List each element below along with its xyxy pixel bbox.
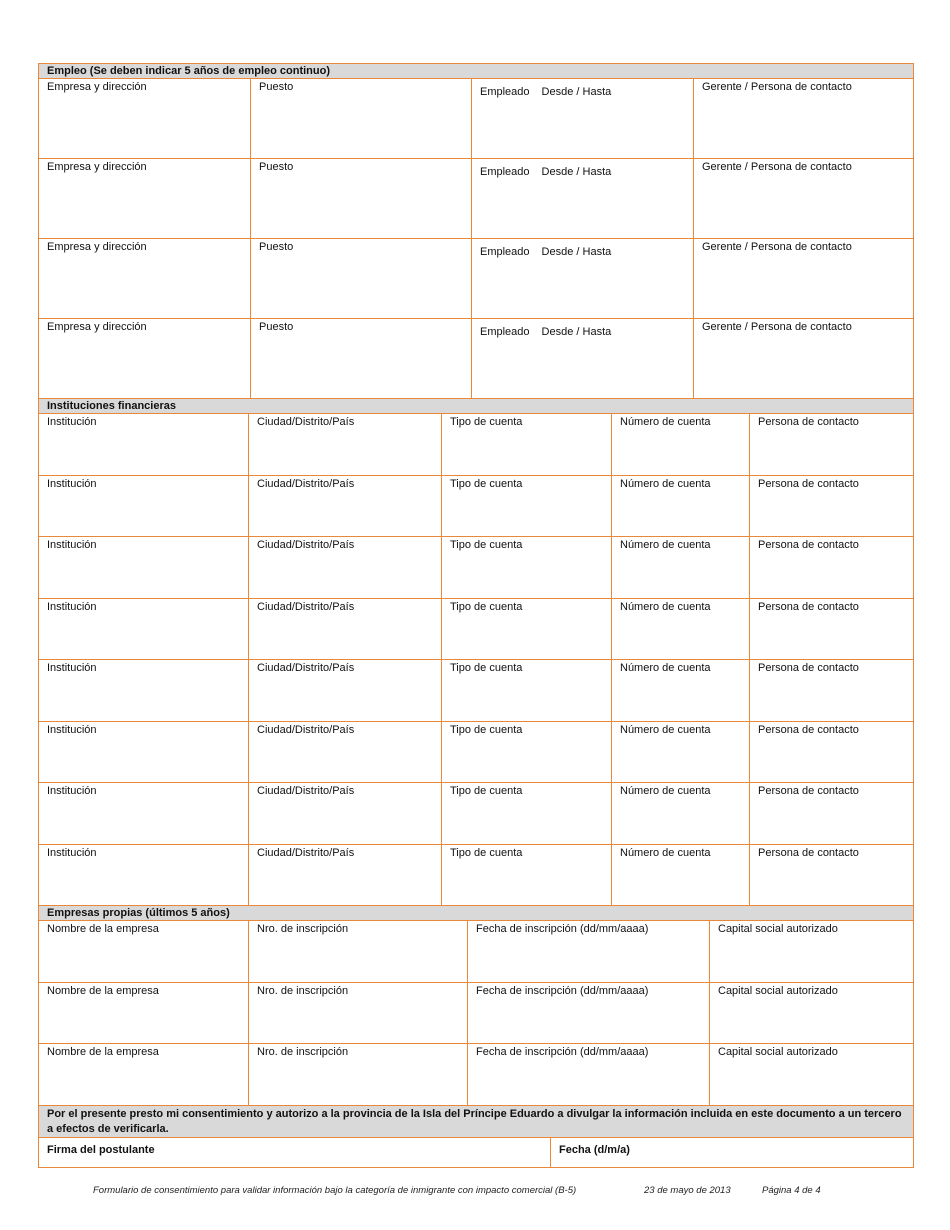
company-field[interactable] — [39, 319, 251, 398]
city-field[interactable] — [249, 783, 442, 844]
contact-label: Persona de contacto — [758, 723, 859, 736]
account-type-field[interactable] — [442, 599, 612, 660]
contact-label: Persona de contacto — [758, 477, 859, 490]
city-field[interactable] — [249, 476, 442, 537]
institution-label: Institución — [47, 600, 97, 613]
account-number-field[interactable] — [612, 722, 750, 783]
business-name-field[interactable] — [39, 921, 249, 982]
reg-number-label: Nro. de inscripción — [257, 1046, 349, 1058]
account-number-field[interactable] — [612, 537, 750, 598]
position-field[interactable] — [251, 79, 472, 158]
manager-contact-field[interactable] — [694, 319, 913, 398]
financial-row — [39, 414, 913, 476]
financial-section — [39, 399, 913, 906]
consent-statement: Por el presente presto mi consentimiento y autorizo a la provincia de la Isla del Príncipe Eduardo a divulgar la información incluida en este documento a un tercero a efectos de verificarla. — [39, 1106, 913, 1138]
account-number-field[interactable] — [612, 599, 750, 660]
account-type-field[interactable] — [442, 414, 612, 475]
employment-title: Empleo (Se deben indicar 5 años de empleo continuo) — [39, 64, 913, 79]
employment-section — [39, 64, 913, 399]
applicant-signature-field[interactable] — [39, 1138, 551, 1167]
account-type-field[interactable] — [442, 660, 612, 721]
business-name-label: Nombre de la empresa — [47, 984, 159, 997]
account-type-field[interactable] — [442, 783, 612, 844]
employed-dates-field[interactable] — [472, 239, 694, 318]
employment-row — [39, 79, 913, 159]
manager-contact-field[interactable] — [694, 239, 913, 318]
account-type-label: Tipo de cuenta — [450, 785, 523, 797]
position-label: Puesto — [259, 161, 294, 173]
institution-label: Institución — [47, 785, 97, 797]
capital-label: Capital social autorizado — [718, 1046, 838, 1058]
contact-label: Persona de contacto — [758, 600, 859, 613]
account-type-label: Tipo de cuenta — [450, 600, 523, 613]
reg-date-label: Fecha de inscripción (dd/mm/aaaa) — [476, 984, 649, 997]
city-field[interactable] — [249, 845, 442, 906]
employed-dates-field[interactable] — [472, 79, 694, 158]
employed-label: Empleado — [480, 326, 530, 338]
account-type-label: Tipo de cuenta — [450, 539, 523, 551]
account-number-label: Número de cuenta — [620, 477, 711, 490]
financial-row — [39, 783, 913, 845]
financial-row — [39, 660, 913, 722]
employed-label: Empleado — [480, 86, 530, 98]
account-type-label: Tipo de cuenta — [450, 477, 523, 490]
institution-field[interactable] — [39, 414, 249, 475]
institution-field[interactable] — [39, 722, 249, 783]
manager-contact-label: Gerente / Persona de contacto — [702, 321, 852, 333]
business-name-label: Nombre de la empresa — [47, 1046, 159, 1058]
city-label: Ciudad/Distrito/País — [257, 785, 355, 797]
consent-form — [38, 63, 914, 1168]
reg-date-label: Fecha de inscripción (dd/mm/aaaa) — [476, 1046, 649, 1058]
contact-field[interactable] — [750, 476, 913, 537]
city-field[interactable] — [249, 414, 442, 475]
institution-field[interactable] — [39, 476, 249, 537]
capital-field[interactable] — [710, 1044, 913, 1105]
account-type-label: Tipo de cuenta — [450, 662, 523, 674]
business-row — [39, 983, 913, 1045]
financial-row — [39, 476, 913, 538]
contact-label: Persona de contacto — [758, 846, 859, 859]
account-number-field[interactable] — [612, 414, 750, 475]
city-label: Ciudad/Distrito/País — [257, 723, 355, 736]
contact-label: Persona de contacto — [758, 662, 859, 674]
account-number-label: Número de cuenta — [620, 539, 711, 551]
account-number-field[interactable] — [612, 783, 750, 844]
from-to-label: Desde / Hasta — [541, 166, 612, 178]
city-label: Ciudad/Distrito/País — [257, 477, 355, 490]
position-label: Puesto — [259, 241, 294, 253]
manager-contact-label: Gerente / Persona de contacto — [702, 241, 852, 253]
account-number-label: Número de cuenta — [620, 416, 711, 428]
contact-field[interactable] — [750, 845, 913, 906]
city-label: Ciudad/Distrito/País — [257, 416, 355, 428]
employed-dates-field[interactable] — [472, 159, 694, 238]
from-to-label: Desde / Hasta — [541, 326, 612, 338]
contact-label: Persona de contacto — [758, 416, 859, 428]
position-field[interactable] — [251, 319, 472, 398]
city-field[interactable] — [249, 660, 442, 721]
footer-form-title: Formulario de consentimiento para validar información bajo la categoría de inmigrante con impacto comercial (B-5) — [93, 1185, 577, 1196]
contact-field[interactable] — [750, 537, 913, 598]
account-number-field[interactable] — [612, 845, 750, 906]
account-number-field[interactable] — [612, 660, 750, 721]
reg-date-field[interactable] — [468, 921, 710, 982]
company-label: Empresa y dirección — [47, 321, 147, 333]
capital-label: Capital social autorizado — [718, 984, 838, 997]
institution-label: Institución — [47, 662, 97, 674]
company-label: Empresa y dirección — [47, 161, 147, 173]
company-label: Empresa y dirección — [47, 241, 147, 253]
employment-row — [39, 319, 913, 399]
account-number-label: Número de cuenta — [620, 723, 711, 736]
financial-row — [39, 599, 913, 661]
reg-number-field[interactable] — [249, 983, 468, 1044]
city-field[interactable] — [249, 537, 442, 598]
institution-label: Institución — [47, 539, 97, 551]
contact-field[interactable] — [750, 722, 913, 783]
city-label: Ciudad/Distrito/País — [257, 662, 355, 674]
institution-label: Institución — [47, 416, 97, 428]
account-type-label: Tipo de cuenta — [450, 723, 523, 736]
contact-field[interactable] — [750, 414, 913, 475]
footer-page-number: Página 4 de 4 — [762, 1185, 821, 1196]
employed-label: Empleado — [480, 246, 530, 258]
business-name-field[interactable] — [39, 983, 249, 1044]
manager-contact-field[interactable] — [694, 79, 913, 158]
capital-field[interactable] — [710, 983, 913, 1044]
manager-contact-label: Gerente / Persona de contacto — [702, 81, 852, 93]
company-field[interactable] — [39, 79, 251, 158]
position-field[interactable] — [251, 159, 472, 238]
reg-date-field[interactable] — [468, 1044, 710, 1105]
reg-date-label: Fecha de inscripción (dd/mm/aaaa) — [476, 923, 649, 935]
institution-field[interactable] — [39, 599, 249, 660]
account-number-label: Número de cuenta — [620, 846, 711, 859]
account-type-field[interactable] — [442, 845, 612, 906]
company-field[interactable] — [39, 239, 251, 318]
from-to-label: Desde / Hasta — [541, 86, 612, 98]
capital-label: Capital social autorizado — [718, 923, 838, 935]
manager-contact-field[interactable] — [694, 159, 913, 238]
account-number-label: Número de cuenta — [620, 600, 711, 613]
account-number-field[interactable] — [612, 476, 750, 537]
business-row — [39, 921, 913, 983]
account-type-field[interactable] — [442, 537, 612, 598]
account-type-label: Tipo de cuenta — [450, 846, 523, 859]
institution-field[interactable] — [39, 783, 249, 844]
institution-label: Institución — [47, 846, 97, 859]
employment-row — [39, 239, 913, 319]
city-label: Ciudad/Distrito/País — [257, 539, 355, 551]
contact-label: Persona de contacto — [758, 539, 859, 551]
financial-title: Instituciones financieras — [39, 399, 913, 414]
contact-field[interactable] — [750, 599, 913, 660]
city-label: Ciudad/Distrito/País — [257, 846, 355, 859]
from-to-label: Desde / Hasta — [541, 246, 612, 258]
manager-contact-label: Gerente / Persona de contacto — [702, 161, 852, 173]
institution-label: Institución — [47, 477, 97, 490]
account-number-label: Número de cuenta — [620, 662, 711, 674]
reg-number-field[interactable] — [249, 1044, 468, 1105]
own-business-title: Empresas propias (últimos 5 años) — [39, 906, 913, 921]
reg-date-field[interactable] — [468, 983, 710, 1044]
business-name-field[interactable] — [39, 1044, 249, 1105]
employment-row — [39, 159, 913, 239]
account-type-field[interactable] — [442, 722, 612, 783]
employed-label: Empleado — [480, 166, 530, 178]
contact-field[interactable] — [750, 783, 913, 844]
reg-number-label: Nro. de inscripción — [257, 984, 349, 997]
reg-number-field[interactable] — [249, 921, 468, 982]
city-field[interactable] — [249, 722, 442, 783]
employed-dates-field[interactable] — [472, 319, 694, 398]
institution-label: Institución — [47, 723, 97, 736]
signature-date-field[interactable] — [551, 1138, 913, 1167]
own-business-section — [39, 906, 913, 1106]
company-field[interactable] — [39, 159, 251, 238]
signature-section — [39, 1138, 913, 1168]
signature-date-label: Fecha (d/m/a) — [559, 1143, 630, 1156]
financial-row — [39, 845, 913, 907]
institution-field[interactable] — [39, 660, 249, 721]
contact-label: Persona de contacto — [758, 785, 859, 797]
institution-field[interactable] — [39, 845, 249, 906]
business-row — [39, 1044, 913, 1106]
business-name-label: Nombre de la empresa — [47, 923, 159, 935]
footer-date: 23 de mayo de 2013 — [644, 1185, 731, 1196]
position-label: Puesto — [259, 81, 294, 93]
financial-row — [39, 537, 913, 599]
reg-number-label: Nro. de inscripción — [257, 923, 349, 935]
applicant-signature-label: Firma del postulante — [47, 1143, 155, 1156]
institution-field[interactable] — [39, 537, 249, 598]
position-label: Puesto — [259, 321, 294, 333]
financial-row — [39, 722, 913, 784]
account-type-field[interactable] — [442, 476, 612, 537]
account-type-label: Tipo de cuenta — [450, 416, 523, 428]
company-label: Empresa y dirección — [47, 81, 147, 93]
city-label: Ciudad/Distrito/País — [257, 600, 355, 613]
contact-field[interactable] — [750, 660, 913, 721]
signature-row — [39, 1138, 913, 1168]
position-field[interactable] — [251, 239, 472, 318]
city-field[interactable] — [249, 599, 442, 660]
capital-field[interactable] — [710, 921, 913, 982]
account-number-label: Número de cuenta — [620, 785, 711, 797]
